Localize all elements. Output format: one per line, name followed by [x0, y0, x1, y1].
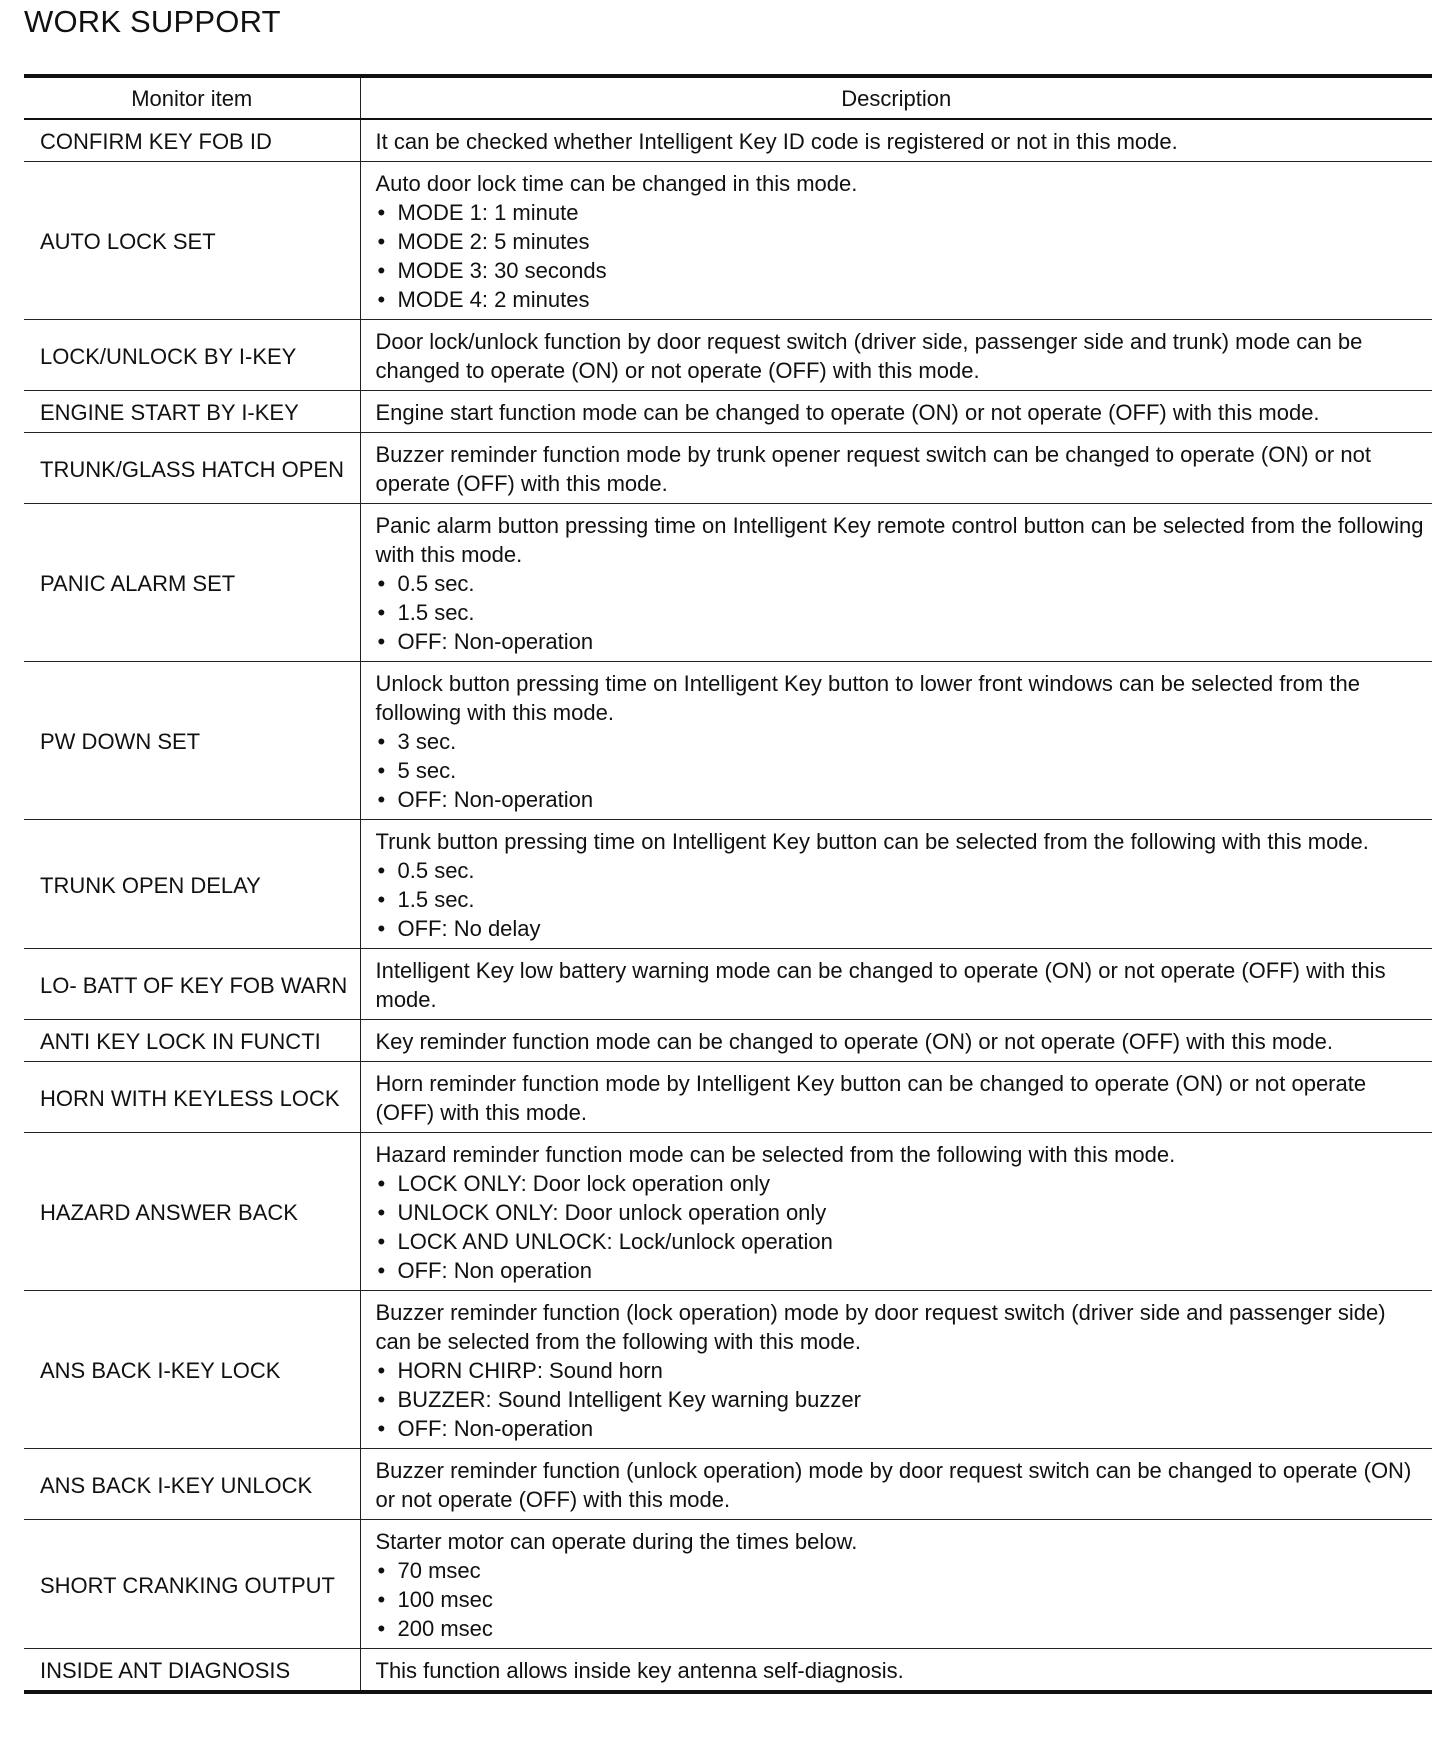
monitor-item-cell: ANTI KEY LOCK IN FUNCTI: [24, 1020, 360, 1062]
option-list: [376, 727, 1425, 814]
option-list: [376, 856, 1425, 943]
table-row: [24, 662, 1432, 820]
option-item: • MODE 1: 1 minute: [376, 198, 1425, 227]
description-text: Starter motor can operate during the times below.: [375, 1529, 858, 1554]
monitor-item-cell: ANS BACK I-KEY LOCK: [24, 1291, 360, 1449]
description-text: Key reminder function mode can be changed to operate (ON) or not operate (OFF) with this mode.: [375, 1029, 1333, 1054]
page-title: WORK SUPPORT: [24, 4, 281, 39]
description-cell: [360, 504, 1432, 662]
monitor-item-cell: PANIC ALARM SET: [24, 504, 360, 662]
option-item: • LOCK AND UNLOCK: Lock/unlock operation: [376, 1227, 1425, 1256]
work-support-table: [24, 74, 1432, 1694]
option-list: [376, 198, 1425, 314]
description-text: Trunk button pressing time on Intelligent Key button can be selected from the following with this mode.: [375, 829, 1369, 854]
option-item: • 70 msec: [376, 1556, 1425, 1585]
table-body: [24, 119, 1432, 1692]
option-item: • MODE 2: 5 minutes: [376, 227, 1425, 256]
description-cell: [360, 162, 1432, 320]
description-cell: [360, 1449, 1432, 1520]
option-list: [376, 1169, 1425, 1285]
description-text: Horn reminder function mode by Intelligent Key button can be changed to operate (ON) or not operate (OFF) with this mode.: [375, 1071, 1367, 1125]
description-cell: [360, 1133, 1432, 1291]
table-row: [24, 1020, 1432, 1062]
table-row: [24, 949, 1432, 1020]
description-text: Buzzer reminder function (lock operation) mode by door request switch (driver side and passenger side) can be selected from the following with this mode.: [375, 1300, 1386, 1354]
option-item: • 200 msec: [376, 1614, 1425, 1643]
table-row: [24, 1649, 1432, 1693]
description-cell: [360, 119, 1432, 162]
table-row: [24, 820, 1432, 949]
table-row: [24, 1062, 1432, 1133]
option-item: • 5 sec.: [376, 756, 1425, 785]
description-text: It can be checked whether Intelligent Key ID code is registered or not in this mode.: [375, 129, 1178, 154]
table-row: [24, 1449, 1432, 1520]
description-cell: [360, 1520, 1432, 1649]
monitor-item-cell: CONFIRM KEY FOB ID: [24, 119, 360, 162]
monitor-item-cell: TRUNK OPEN DELAY: [24, 820, 360, 949]
description-text: Auto door lock time can be changed in this mode.: [375, 171, 858, 196]
option-item: • MODE 3: 30 seconds: [376, 256, 1425, 285]
table-row: [24, 162, 1432, 320]
table-row: [24, 1291, 1432, 1449]
description-text: Hazard reminder function mode can be selected from the following with this mode.: [375, 1142, 1176, 1167]
description-text: Buzzer reminder function (unlock operation) mode by door request switch can be changed to operate (ON) or not operate (OFF) with this mode.: [375, 1458, 1412, 1512]
monitor-item-cell: INSIDE ANT DIAGNOSIS: [24, 1649, 360, 1693]
table-row: [24, 433, 1432, 504]
option-item: • HORN CHIRP: Sound horn: [376, 1356, 1425, 1385]
option-item: • 1.5 sec.: [376, 598, 1425, 627]
table-row: [24, 119, 1432, 162]
description-cell: [360, 1020, 1432, 1062]
header-monitor-item: Monitor item: [24, 76, 360, 119]
monitor-item-cell: SHORT CRANKING OUTPUT: [24, 1520, 360, 1649]
description-text: This function allows inside key antenna self-diagnosis.: [375, 1658, 904, 1683]
option-item: • BUZZER: Sound Intelligent Key warning buzzer: [376, 1385, 1425, 1414]
table-row: [24, 320, 1432, 391]
option-item: • OFF: Non-operation: [376, 627, 1425, 656]
option-item: • OFF: Non-operation: [376, 1414, 1425, 1443]
description-cell: [360, 1649, 1432, 1693]
description-text: Unlock button pressing time on Intelligent Key button to lower front windows can be selected from the following with this mode.: [375, 671, 1360, 725]
description-cell: [360, 1291, 1432, 1449]
option-item: • 100 msec: [376, 1585, 1425, 1614]
option-list: [376, 1556, 1425, 1643]
monitor-item-cell: ANS BACK I-KEY UNLOCK: [24, 1449, 360, 1520]
option-item: • UNLOCK ONLY: Door unlock operation only: [376, 1198, 1425, 1227]
monitor-item-cell: PW DOWN SET: [24, 662, 360, 820]
description-text: Panic alarm button pressing time on Intelligent Key remote control button can be selected from the following with this mode.: [375, 513, 1424, 567]
monitor-item-cell: LO- BATT OF KEY FOB WARN: [24, 949, 360, 1020]
option-item: • 1.5 sec.: [376, 885, 1425, 914]
description-cell: [360, 949, 1432, 1020]
table-header-row: [24, 76, 1432, 119]
option-list: [376, 1356, 1425, 1443]
description-text: Buzzer reminder function mode by trunk opener request switch can be changed to operate (ON) or not operate (OFF) with this mode.: [375, 442, 1371, 496]
monitor-item-cell: ENGINE START BY I-KEY: [24, 391, 360, 433]
monitor-item-cell: TRUNK/GLASS HATCH OPEN: [24, 433, 360, 504]
description-cell: [360, 662, 1432, 820]
option-item: • 3 sec.: [376, 727, 1425, 756]
description-cell: [360, 433, 1432, 504]
description-cell: [360, 820, 1432, 949]
monitor-item-cell: AUTO LOCK SET: [24, 162, 360, 320]
monitor-item-cell: HAZARD ANSWER BACK: [24, 1133, 360, 1291]
option-item: • OFF: No delay: [376, 914, 1425, 943]
monitor-item-cell: HORN WITH KEYLESS LOCK: [24, 1062, 360, 1133]
option-item: • MODE 4: 2 minutes: [376, 285, 1425, 314]
option-item: • OFF: Non-operation: [376, 785, 1425, 814]
description-cell: [360, 391, 1432, 433]
option-item: • 0.5 sec.: [376, 569, 1425, 598]
table-row: [24, 1520, 1432, 1649]
description-cell: [360, 320, 1432, 391]
monitor-item-cell: LOCK/UNLOCK BY I-KEY: [24, 320, 360, 391]
option-item: • LOCK ONLY: Door lock operation only: [376, 1169, 1425, 1198]
description-text: Engine start function mode can be changed to operate (ON) or not operate (OFF) with this mode.: [375, 400, 1320, 425]
option-item: • 0.5 sec.: [376, 856, 1425, 885]
option-item: • OFF: Non operation: [376, 1256, 1425, 1285]
header-description: Description: [360, 76, 1432, 119]
table-row: [24, 504, 1432, 662]
description-cell: [360, 1062, 1432, 1133]
description-text: Intelligent Key low battery warning mode can be changed to operate (ON) or not operate (OFF) with this mode.: [375, 958, 1386, 1012]
table-row: [24, 1133, 1432, 1291]
table-row: [24, 391, 1432, 433]
option-list: [376, 569, 1425, 656]
description-text: Door lock/unlock function by door request switch (driver side, passenger side and trunk) mode can be changed to operate (ON) or not operate (OFF) with this mode.: [375, 329, 1363, 383]
